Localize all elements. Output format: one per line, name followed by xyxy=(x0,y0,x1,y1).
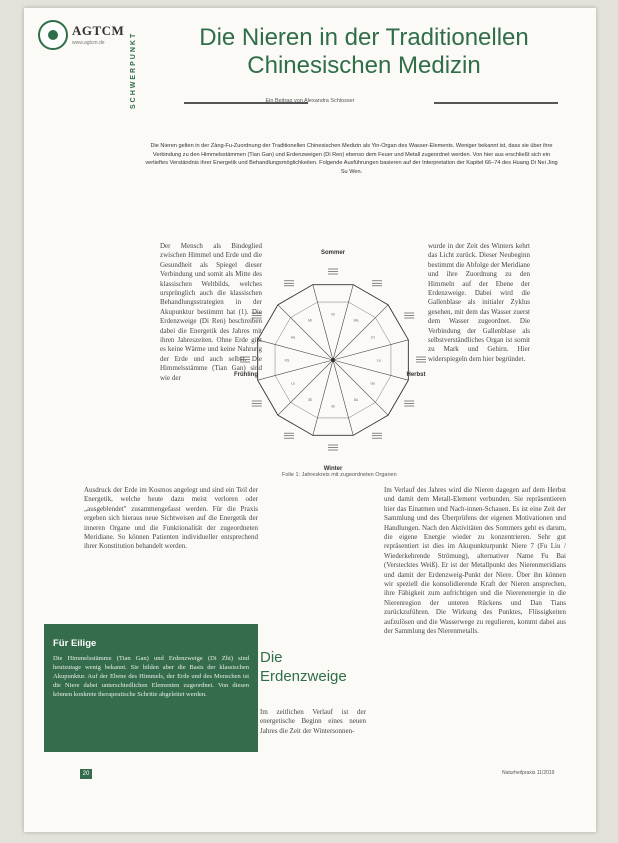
segment-label: 3E xyxy=(307,398,313,403)
cycle-center xyxy=(331,358,335,362)
cycle-spoke xyxy=(333,305,388,363)
cycle-spoke xyxy=(333,360,353,435)
section-label: SCHWERPUNKT xyxy=(130,31,137,109)
body-left-top: Der Mensch als Bindeglied zwischen Himmel und Erde und die Gesundheit als Spiegel dieser Verbindung und somit als Mitte des klassischen Weltbilds, welches ursprünglich auch die klassischen Behandlungsstrategien in der Akupunktur bestimmt hat (1). Die Erdenzweige (Di Ren) beschreiben dabei die Energetik des Jahres mit ihren Jahreszeiten. Ohne Erde gibt es keine Wärme und keine Nahrung der Erde und auch selbst. Die Himmelsstämme (Tian Gan) sind wie der xyxy=(160,242,262,382)
cycle-spoke xyxy=(278,360,333,415)
segment-label: Dü xyxy=(353,398,359,403)
logo-circle-icon xyxy=(38,20,68,50)
agtcm-logo xyxy=(38,20,138,54)
cycle-spoke xyxy=(258,360,333,380)
diagram-caption: Folie 1: Jahreskreis mit zugeordneten Organen xyxy=(282,472,397,478)
season-label-summer: Sommer xyxy=(320,250,346,256)
logo-url: www.agtcm.de xyxy=(72,40,105,46)
season-label-autumn: Herbst xyxy=(406,372,426,378)
footer-issue: Naturheilpraxis 11/2019 xyxy=(502,770,555,776)
byline: Ein Beitrag von Alexandra Schlosser xyxy=(265,98,355,104)
segment-label: Ni xyxy=(331,312,335,317)
box-text: Die Himmelsstämme (Tian Gan) und Erdenzweige (Di Zhi) sind heutzutage wenig bekannt. Sie bilden aber die Basis der klassischen Akupunktur. Auf der Ebene des Himmels, der Erde und des Menschen ist die Niere dabei unterschiedlichen Elementen zugeordnet. Von diesen können konkrete therapeutische Schritte abgeleitet werden. xyxy=(53,655,249,698)
season-label-winter: Winter xyxy=(323,466,343,472)
segment-label: Ge xyxy=(370,381,376,386)
heading-erdenzweige: Die Erdenzweige xyxy=(260,649,347,685)
cycle-ring xyxy=(240,269,426,450)
segment-label: He xyxy=(290,335,296,340)
annual-cycle-diagram xyxy=(220,244,446,488)
season-label-spring: Frühling xyxy=(234,372,258,378)
box-title: Für Eilige xyxy=(53,638,97,649)
logo-name: AGTCM xyxy=(72,23,125,38)
segment-label: Bl xyxy=(331,404,335,409)
segment-label: Mi xyxy=(308,318,312,323)
cycle-spoke xyxy=(313,360,333,435)
cycle-spoke xyxy=(333,360,388,415)
magazine-page xyxy=(24,8,596,832)
body-right-top: wurde in der Zeit des Winters kehrt das Licht zurück. Dieser Neubeginn bestimmt die Abfolge der Meridiane und ihre Zuordnung zu den Himmeln auf der Ebene der Erdenzweige. Dabei wird die Gallenblase als initialer Zyklus gesehen, mit dem das Wasser zuerst dem Wasser zugeordnet. Die Verbindung der Gallenblase als selbstverständliches Organ ist somit zu Mark und Gehirn. Hier widerspiegeln dem hier begründet. xyxy=(428,242,530,363)
segment-label: KS xyxy=(284,358,290,363)
segment-label: Le xyxy=(377,358,381,363)
page-number: 20 xyxy=(80,769,92,779)
body-left-bottom: Ausdruck der Erde im Kosmos angelegt und sind ein Teil der Energetik, welche heute dazu meist verloren oder „ausgeblendet" zusammengefasst werden. Für die Praxis ergeben sich hieraus neue Sichtweisen auf die Energetik der inneren Organe und die Funktionalität der zugeordneten Meridiane. So können Patienten individueller entsprechend ihrer Konstitution behandelt werden. xyxy=(84,486,258,551)
cycle-spoke xyxy=(333,340,408,363)
segment-label: Lu xyxy=(291,381,296,386)
cycle-spoke xyxy=(333,360,408,380)
lead-paragraph: Die Nieren gelten in der Zàng-Fu-Zuordnung der Traditionellen Chinesischen Medizin als Yin-Organ des Wasser-Elements. Weniger bekannt ist, dass sie über ihre Verbindung zu den Himmelsstämmen (Tian Gan) und Erdenzweigen (Di Ren) ebenso dem Feuer und Metall zugeordnet werden. Von hier aus erschließt sich ein vertieftes Verständnis ihrer Energetik und Behandlungsmöglichkeiten. Folgende Ausführungen basieren auf der Interpretation der Kapitel 66–74 des Huang Di Nei Jing Su Wen. xyxy=(145,143,558,175)
body-mid-bottom: Im zeitlichen Verlauf ist der energetische Beginn eines neuen Jahres die Zeit der Wintersonnen- xyxy=(260,708,366,735)
body-right-bottom: Im Verlauf des Jahres wird die Nieren dagegen auf dem Herbst und damit dem Metall-Element verbunden. Sie repräsentieren hier das Einatmen und Nach-innen-Schauen. Es ist eine Zeit der Sammlung und des Überprüfens der eigenen Motivationen und Handlungen. Nach den Aktivitäten des Sommers geht es darum, die eigene Energie wieder zu konzentrieren. Sehr gut repräsentiert ist dies im Akupunkturpunkt Niere 7 (Fu Liu / Wiederkehrende Strömung), alternativer Name Fu Bai (Verstecktes Weiß). Er ist der Metallpunkt des Nierenmeridians und damit der Erdenzweig-Punkt der Niere. Über ihn können wir speziell die konsolidierende Kraft der Nieren ansprechen, ihre Fähigkeit zum aufrichtigen und die Nierenenergie in die Nierenregion der unteren Rückens und Dan Tians zurückzuführen. Die Wirkung des Punktes, Flüssigkeiten aufzulösen und die Wasserwege zu regulieren, kommt dabei aus der Sammlung des Nierenmetalls. xyxy=(384,486,566,636)
cycle-spoke xyxy=(333,285,353,360)
fuer-eilige-box xyxy=(44,624,258,752)
cycle-spoke xyxy=(313,285,333,360)
segment-label: Di xyxy=(371,335,375,340)
segment-label: Ma xyxy=(353,318,359,323)
page-title: Die Nieren in der Traditionellen Chinesischen Medizin xyxy=(199,24,529,79)
